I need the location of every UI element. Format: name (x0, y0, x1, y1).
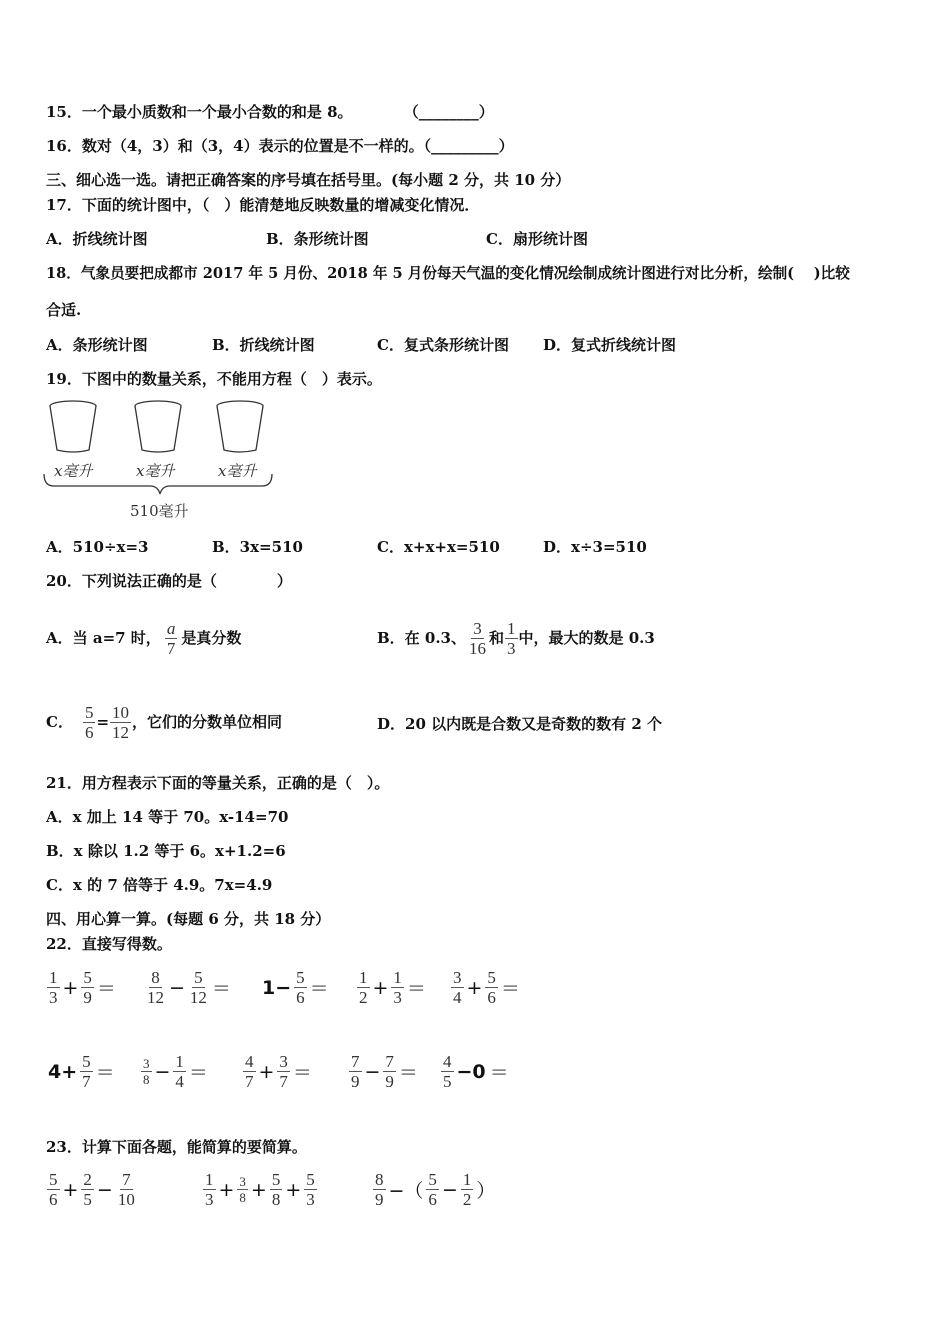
operator: + (372, 976, 389, 999)
denominator: 5 (83, 1190, 92, 1209)
q21-option-a[interactable]: A．x 加上 14 等于 70。x-14=70 (46, 808, 289, 826)
fraction (237, 1174, 248, 1205)
fraction-3-16 (467, 619, 488, 658)
denominator: 3 (306, 1190, 315, 1209)
operator: −（ (388, 1180, 424, 1202)
question-15-text: 15．一个最小质数和一个最小合数的和是 8。 (46, 103, 353, 121)
denominator: 3 (507, 638, 516, 658)
numerator: 8 (375, 1170, 384, 1189)
denominator: 9 (385, 1072, 394, 1091)
q17-option-b[interactable]: B．条形统计图 (266, 230, 369, 248)
denominator: 2 (359, 988, 368, 1007)
fraction (373, 1170, 386, 1209)
question-16 (46, 136, 514, 156)
numerator: 7 (122, 1170, 131, 1189)
fraction (270, 1170, 283, 1209)
denominator: 7 (245, 1072, 254, 1091)
numerator: 1 (175, 1052, 184, 1071)
fraction (304, 1170, 317, 1209)
question-20-text: 20．下列说法正确的是（ ） (46, 572, 292, 590)
denominator: 9 (375, 1190, 384, 1209)
numerator: 5 (49, 1170, 58, 1189)
calc-8-12-minus-5-12 (144, 968, 233, 1007)
fraction (349, 1052, 362, 1091)
operator: + (250, 1178, 267, 1201)
fraction (441, 1052, 454, 1091)
denominator: 2 (462, 1190, 472, 1209)
calc-4-plus-5-7 (46, 1052, 117, 1091)
question-23-text: 23．计算下面各题，能简算的要简算。 (46, 1138, 307, 1156)
calc-expression-1 (46, 1170, 138, 1209)
denominator: 12 (112, 722, 130, 742)
operator: + (258, 1060, 275, 1083)
numerator: 5 (306, 1170, 315, 1189)
operator: ＝ (500, 978, 520, 1000)
numerator: a (166, 618, 176, 638)
operator: + (218, 1178, 235, 1201)
operator: − (441, 1178, 458, 1201)
operator: ＝ (292, 1062, 312, 1084)
numerator: 8 (151, 968, 160, 987)
calc-1-minus-5-6 (260, 968, 331, 1007)
q18-option-d[interactable]: D．复式折线统计图 (543, 336, 677, 354)
denominator: 6 (296, 988, 305, 1007)
calc-3-4-plus-5-6 (450, 968, 522, 1007)
fraction (81, 1170, 94, 1209)
numerator: 3 (143, 1056, 150, 1071)
q20-option-b[interactable] (377, 608, 655, 668)
operator: − (364, 1060, 381, 1083)
answer-blank[interactable]: _________ (431, 137, 499, 155)
denominator: 6 (428, 1190, 437, 1209)
denominator: 8 (271, 1190, 281, 1209)
fraction (81, 968, 94, 1007)
numerator: 3 (453, 968, 462, 987)
calc-expression-3 (372, 1170, 497, 1209)
q19-option-b[interactable]: B．3x=510 (212, 538, 303, 556)
question-21-text: 21．用方程表示下面的等量关系，正确的是（ ）。 (46, 774, 390, 792)
numerator: 2 (83, 1170, 92, 1189)
fraction (383, 1052, 396, 1091)
question-17-text: 17．下面的统计图中，（ ）能清楚地反映数量的增减变化情况． (46, 196, 480, 214)
numerator: 3 (279, 1052, 288, 1071)
fraction (203, 1170, 216, 1209)
numerator: 7 (385, 1052, 394, 1071)
fraction (461, 1170, 474, 1209)
fraction (357, 968, 370, 1007)
operator: ） (476, 1180, 496, 1202)
fraction (47, 1170, 60, 1209)
q18-option-b[interactable]: B．折线统计图 (212, 336, 315, 354)
fraction (426, 1170, 439, 1209)
calc-4-7-plus-3-7 (242, 1052, 314, 1091)
q21-option-b[interactable]: B．x 除以 1.2 等于 6。x+1.2=6 (46, 842, 286, 860)
numerator: 5 (296, 968, 305, 987)
calc-7-9-minus-7-9 (348, 1052, 420, 1091)
option-c-prefix: C． (46, 713, 73, 731)
operator: 4+ (48, 1060, 78, 1083)
numerator: 5 (82, 1052, 91, 1071)
q18-option-a[interactable]: A．条形统计图 (46, 336, 148, 354)
calc-1-3-plus-5-9 (46, 968, 118, 1007)
option-b-suffix: 中，最大的数是 0.3 (518, 629, 655, 647)
operator: ＝ (188, 1062, 208, 1084)
option-c-suffix: ，它们的分数单位相同 (132, 713, 283, 731)
calc-4-5-minus-0 (440, 1052, 511, 1091)
q17-option-c[interactable]: C．扇形统计图 (486, 230, 588, 248)
numerator: 1 (49, 968, 58, 987)
denominator: 3 (49, 988, 58, 1007)
q20-option-d[interactable]: D．20 以内既是合数又是奇数的数有 2 个 (377, 715, 662, 733)
numerator: 1 (507, 618, 516, 638)
q19-option-a[interactable]: A．510÷x=3 (46, 538, 149, 556)
q19-option-c[interactable]: C．x+x+x=510 (377, 538, 500, 556)
q19-option-d[interactable]: D．x÷3=510 (543, 538, 647, 556)
fraction-1-3 (505, 619, 518, 658)
denominator: 6 (487, 988, 496, 1007)
numerator: 5 (84, 702, 94, 722)
q21-option-c[interactable]: C．x 的 7 倍等于 4.9。7x=4.9 (46, 876, 273, 894)
q17-option-a[interactable]: A．折线统计图 (46, 230, 148, 248)
operator: + (285, 1178, 302, 1201)
numerator: 4 (245, 1052, 254, 1071)
numerator: 5 (271, 1170, 281, 1189)
denominator: 12 (147, 988, 164, 1007)
option-a-prefix: A．当 a=7 时， (46, 629, 161, 647)
denominator: 10 (117, 1190, 135, 1209)
section-4-heading: 四、用心算一算。(每题 6 分，共 18 分） (46, 910, 331, 928)
operator: 1− (262, 976, 292, 999)
numerator: 5 (487, 968, 496, 987)
fraction (141, 1056, 152, 1087)
question-15 (46, 102, 494, 122)
q20-option-a[interactable] (46, 608, 241, 668)
operator: + (62, 1178, 79, 1201)
numerator: 5 (194, 968, 203, 987)
question-22-text: 22．直接写得数。 (46, 935, 172, 953)
denominator: 4 (453, 988, 462, 1007)
denominator: 7 (166, 638, 176, 658)
fraction (243, 1052, 256, 1091)
fraction (294, 968, 307, 1007)
fraction-10-12 (110, 703, 131, 742)
denominator: 5 (443, 1072, 452, 1091)
calc-expression-2 (202, 1170, 318, 1209)
numerator: 7 (351, 1052, 360, 1071)
fraction-5-6 (83, 703, 96, 742)
operator: ＝ (398, 1062, 418, 1084)
equals-sign: = (96, 713, 110, 731)
fraction (173, 1052, 186, 1091)
denominator: 16 (469, 638, 486, 658)
denominator: 6 (49, 1190, 58, 1209)
question-18-line2: 合适. (46, 301, 82, 319)
fraction (47, 968, 60, 1007)
denominator: 3 (393, 988, 402, 1007)
operator: ＝ (95, 1062, 115, 1084)
denominator: 7 (279, 1072, 288, 1091)
denominator: 12 (189, 988, 207, 1007)
numerator: 1 (205, 1170, 214, 1189)
fraction-a-over-7 (165, 619, 178, 658)
operator: ＝ (309, 978, 329, 1000)
denominator: 8 (239, 1190, 246, 1205)
operator: −0 (456, 1060, 486, 1083)
fraction (80, 1052, 93, 1091)
option-b-prefix: B．在 0.3、 (377, 629, 466, 647)
option-a-suffix: 是真分数 (181, 629, 242, 647)
numerator: 5 (428, 1170, 437, 1189)
cups-figure (40, 396, 280, 526)
denominator: 4 (175, 1072, 184, 1091)
denominator: 8 (143, 1072, 150, 1087)
operator: + (62, 976, 79, 999)
section-3-heading: 三、细心选一选。请把正确答案的序号填在括号里。(每小题 2 分，共 10 分） (46, 171, 571, 189)
question-18-line1: 18．气象员要把成都市 2017 年 5 月份、2018 年 5 月份每天气温的变化情况绘制成统计图进行对比分析，绘制( )比较 (46, 265, 850, 282)
calc-1-2-plus-1-3 (356, 968, 428, 1007)
fraction (145, 968, 166, 1007)
denominator: 9 (351, 1072, 360, 1091)
fraction (116, 1170, 137, 1209)
operator: ＝ (406, 978, 426, 1000)
numerator: 1 (393, 968, 402, 987)
operator: − (96, 1178, 113, 1201)
cup-2-label: x毫升 (136, 462, 175, 480)
fraction (391, 968, 404, 1007)
fraction (451, 968, 464, 1007)
denominator: 7 (82, 1072, 91, 1091)
operator: ＝ (489, 1062, 509, 1084)
question-16-text: 16．数对（4，3）和（3，4）表示的位置是不一样的。（ (46, 137, 432, 155)
total-label: 510毫升 (130, 502, 189, 520)
numerator: 3 (239, 1174, 246, 1189)
operator: − (169, 976, 185, 999)
q18-option-c[interactable]: C．复式条形统计图 (377, 336, 509, 354)
fraction (188, 968, 209, 1007)
numerator: 1 (359, 968, 368, 987)
numerator: 4 (443, 1052, 452, 1071)
cup-1-label: x毫升 (54, 462, 93, 480)
numerator: 10 (112, 702, 130, 722)
operator: − (154, 1060, 171, 1083)
denominator: 9 (83, 988, 92, 1007)
numerator: 3 (473, 618, 482, 638)
denominator: 6 (84, 722, 94, 742)
operator: + (466, 976, 483, 999)
fraction (277, 1052, 290, 1091)
answer-blank[interactable]: （________） (403, 103, 494, 121)
operator: ＝ (96, 978, 116, 1000)
numerator: 5 (83, 968, 92, 987)
question-19-text: 19．下图中的数量关系，不能用方程（ ）表示。 (46, 370, 382, 388)
cup-3-label: x毫升 (218, 462, 257, 480)
fraction (485, 968, 498, 1007)
option-b-and: 和 (489, 629, 505, 647)
denominator: 3 (205, 1190, 214, 1209)
numerator: 1 (462, 1170, 472, 1189)
paren-close: ） (498, 137, 514, 155)
calc-3-8-minus-1-4 (140, 1052, 210, 1091)
q20-option-c[interactable] (46, 692, 282, 752)
operator: ＝ (211, 978, 231, 1000)
